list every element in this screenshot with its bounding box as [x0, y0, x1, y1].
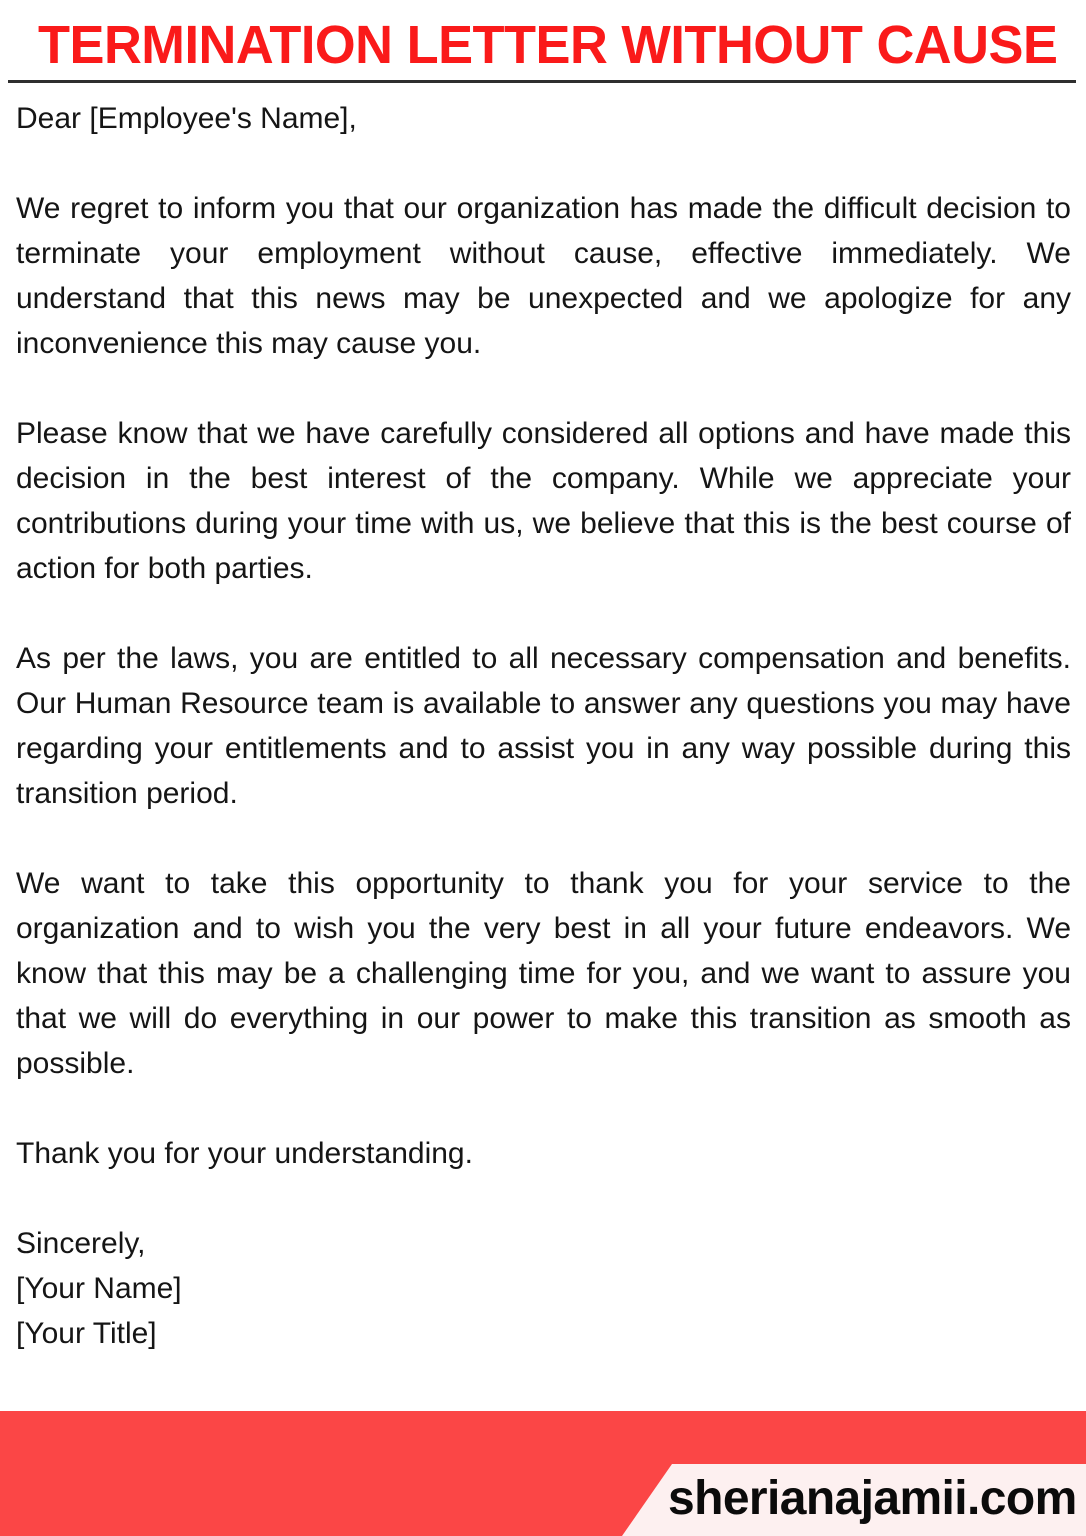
page-title: TERMINATION LETTER WITHOUT CAUSE: [38, 15, 1058, 75]
document-header: [0, 0, 1086, 92]
letter-paragraph-3: As per the laws, you are entitled to all necessary compensation and benefits. Our Human Resource team is available to answer any questions you may have regarding your entitlements and to assist you in any way possible during this transition period.: [16, 642, 1071, 810]
letter-paragraph-4: We want to take this opportunity to thank you for your service to the organization and to wish you the very best in all your future endeavors. We know that this may be a challenging time for you, and we want to assure you that we will do everything in our power to make this transition as smooth as possible.: [16, 867, 1071, 1080]
signature-block: [16, 1221, 1071, 1356]
letter-thanks-line: Thank you for your understanding.: [16, 1137, 473, 1170]
signature-title: [Your Title]: [16, 1317, 157, 1350]
letter-paragraph-1: We regret to inform you that our organization has made the difficult decision to terminate your employment without cause, effective immediately. We understand that this news may be unexpected and we apologize for any inconvenience this may cause you.: [16, 192, 1071, 360]
signature-name: [Your Name]: [16, 1272, 182, 1305]
footer-website-label: sherianajamii.com: [668, 1472, 1077, 1525]
title-divider: [8, 80, 1076, 83]
letter-salutation: Dear [Employee's Name],: [16, 102, 357, 135]
letter-body: [16, 96, 1071, 1356]
letter-paragraph-2: Please know that we have carefully considered all options and have made this decision in the best interest of the company. While we appreciate your contributions during your time with us, we believe that this is the best course of action for both parties.: [16, 417, 1071, 585]
letter-closing: Sincerely,: [16, 1227, 146, 1260]
